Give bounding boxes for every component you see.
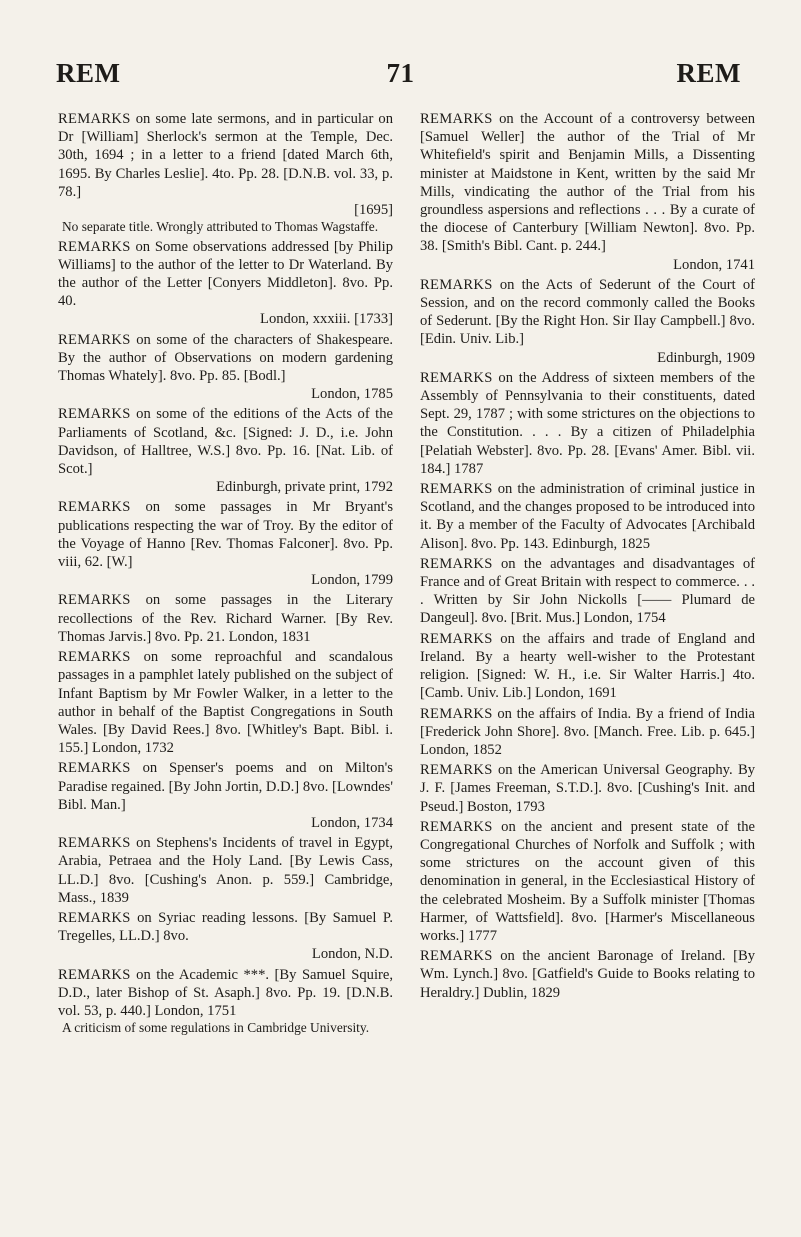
entry-imprint: London, 1785 [311,386,393,403]
entry-text: on some passages in the Literary recollections of the Rev. Richard Warner. [By Rev. Thomas Jarvis.] 8vo. Pp. 21. London, 1831 [58,592,393,645]
entry-heading: REMARKS [420,762,493,779]
entry-imprint: London, 1741 [673,256,755,273]
bibliography-entry [58,909,393,964]
entry-heading: REMARKS [58,649,131,666]
entry-text: on Stephens's Incidents of travel in Egypt, Arabia, Petraea and the Holy Land. [By Lewis Cass, LL.D.] 8vo. [Cushing's Anon. p. 559.] Cambridge, Mass., 1839 [58,835,393,906]
bibliography-entry [58,238,393,329]
entry-heading: REMARKS [420,111,493,127]
entry-imprint: London, 1734 [311,814,393,831]
bibliography-entry [58,331,393,404]
bibliography-entry [420,761,755,816]
entry-text: on the Acts of Sederunt of the Court of Session, and on the record commonly called the Books of Sederunt. [By the Right Hon. Sir Ilay Campbell.] 8vo. [Edin. Univ. Lib.] [420,276,755,348]
entry-heading: REMARKS [58,835,131,852]
header-right-keyword: REM [676,58,741,88]
bibliography-entry [58,759,393,832]
bibliography-entry [420,480,755,553]
entry-text: on the administration of criminal justice in Scotland, and the changes proposed to be introduced into it. By a member of the Faculty of Advocates [Archibald Alison]. 8vo. Pp. 143. Edinburgh, 1825 [420,481,755,552]
entry-text: on Syriac reading lessons. [By Samuel P. Tregelles, LL.D.] 8vo. [58,909,394,945]
entry-heading: REMARKS [58,909,131,926]
entry-text: on the American Universal Geography. By J. F. [James Freeman, S.T.D.]. 8vo. [Cushing's Init. and Pseud.] Boston, 1793 [420,762,755,815]
bibliography-entry [58,966,393,1037]
entry-note: A criticism of some regulations in Cambridge University. [62,1020,370,1036]
bibliography-entry [58,498,393,589]
entry-text: on the Address of sixteen members of the Assembly of Pennsylvania to their constituents, dated Sept. 29, 1787 ; with some strictures on the objections to the Constitution. . . . By a citizen of Philadelphia [Pelatiah Webster]. 8vo. Pp. 28. [Evans' Amer. Bibl. vii. 184.] 1787 [420,369,755,477]
header-left-keyword: REM [56,58,121,88]
page-number: 71 [386,58,415,88]
entry-imprint: Edinburgh, 1909 [657,349,755,366]
bibliography-entry [420,555,755,628]
entry-imprint: London, 1799 [311,572,393,589]
entry-heading: REMARKS [58,331,131,348]
entry-text: on some late sermons, and in particular on Dr [William] Sherlock's sermon at the Temple, Dec. 30th, 1694 ; in a letter to a friend [dated March 6th, 1695. By Charles Leslie]. 4to. Pp. 28. [D.N.B. vol. 33, p. 78.] [58,111,394,200]
entry-text: on Spenser's poems and on Milton's Paradise regained. [By John Jortin, D.D.] 8vo. [Lowndes' Bibl. Man.] [58,760,393,813]
bibliography-entry [58,834,393,907]
entry-text: on the ancient Baronage of Ireland. [By Wm. Lynch.] 8vo. [Gatfield's Guide to Books relating to Heraldry.] Dublin, 1829 [420,948,755,1001]
entry-heading: REMARKS [58,499,131,516]
bibliography-entry [420,110,755,274]
bibliography-entry [420,369,755,478]
right-column [420,110,755,1004]
entry-text: on the advantages and disadvantages of France and of Great Britain with respect to commerce. . . . Written by Sir John Nickolls [—— Plumard de Dangeul]. 8vo. [Brit. Mus.] London, 1754 [420,555,755,627]
entry-heading: REMARKS [420,555,493,572]
bibliography-entry [420,276,755,367]
bibliography-entry [420,947,755,1002]
entry-heading: REMARKS [58,760,131,777]
running-header [0,58,801,98]
entry-text: on some reproachful and scandalous passages in a pamphlet lately published on the subject of Infant Baptism by Mr Fowler Walker, in a letter to the author in behalf of the Baptist Congregations in South Wales. [By David Rees.] 8vo. [Whitley's Bapt. Bibl. i. 155.] London, 1732 [58,649,393,757]
entry-text: on the affairs and trade of England and Ireland. By a hearty well-wisher to the Protestant religion. [Signed: W. H., i.e. Sir Walter Harris.] 4to. [Camb. Univ. Lib.] London, 1691 [420,630,755,702]
bibliography-entry [58,591,393,646]
entry-heading: REMARKS [58,966,131,983]
bibliography-entry [420,705,755,760]
entry-heading: REMARKS [58,111,131,127]
entry-heading: REMARKS [420,630,493,647]
entry-text: on the ancient and present state of the Congregational Churches of Norfolk and Suffolk ; with some strictures on the account given of this denomination in general, in the Ecclesiastical History of the celebrated Mosheim. By a Suffolk minister [Thomas Harmer, of Wattsfield]. 8vo. [Harmer's Miscellaneous works.] 1777 [420,818,755,944]
bibliography-entry [58,110,393,236]
left-column [58,110,393,1039]
entry-heading: REMARKS [58,406,131,423]
entry-imprint: London, xxxiii. [1733] [260,311,393,328]
entry-note: No separate title. Wrongly attributed to Thomas Wagstaffe. [62,219,379,235]
entry-imprint: Edinburgh, private print, 1792 [216,479,393,496]
entry-text: on some passages in Mr Bryant's publications respecting the war of Troy. By the editor of the Voyage of Hanno [Rev. Thomas Falconer]. 8vo. Pp. viii, 62. [W.] [58,499,393,571]
entry-text: on Some observations addressed [by Philip Williams] to the author of the letter to Dr Waterland. By the author of the Letter [Conyers Middleton]. 8vo. Pp. 40. [58,238,393,310]
entry-heading: REMARKS [58,238,131,255]
entry-imprint: London, N.D. [311,946,393,963]
bibliography-entry [420,818,755,945]
entry-imprint: [1695] [354,202,393,219]
entry-heading: REMARKS [420,369,493,386]
entry-heading: REMARKS [420,948,493,965]
entry-text: on the Account of a controversy between [Samuel Weller] the author of the Trial of Mr Whitefield's spirit and Benjamin Mills, a Dissenting minister at Maidstone in Kent, written by the said Mr Mills, vindicating the author of the Trial from his groundless aspersions and reflections . . . By a curate of the diocese of Canterbury [William Newton]. 8vo. Pp. 38. [Smith's Bibl. Cant. p. 244.] [420,111,755,255]
bibliography-entry [58,405,393,496]
entry-heading: REMARKS [420,481,493,498]
entry-heading: REMARKS [420,705,493,722]
entry-text: on some of the characters of Shakespeare. By the author of Observations on modern gardening Thomas Whately]. 8vo. Pp. 85. [Bodl.] [58,331,393,385]
bibliography-entry [420,630,755,703]
entry-heading: REMARKS [420,818,493,835]
entry-text: on some of the editions of the Acts of the Parliaments of Scotland, &c. [Signed: J. D., i.e. John Davidson, of Halltree, W.S.] 8vo. Pp. 16. [Nat. Lib. of Scot.] [58,406,393,478]
entry-text: on the Academic ***. [By Samuel Squire, D.D., later Bishop of St. Asaph.] 8vo. Pp. 19. [D.N.B. vol. 53, p. 440.] London, 1751 [58,966,393,1019]
entry-text: on the affairs of India. By a friend of India [Frederick John Shore]. 8vo. [Manch. Free. Lib. p. 645.] London, 1852 [420,705,755,758]
entry-heading: REMARKS [58,592,131,609]
bibliography-entry [58,648,393,757]
entry-heading: REMARKS [420,276,493,293]
